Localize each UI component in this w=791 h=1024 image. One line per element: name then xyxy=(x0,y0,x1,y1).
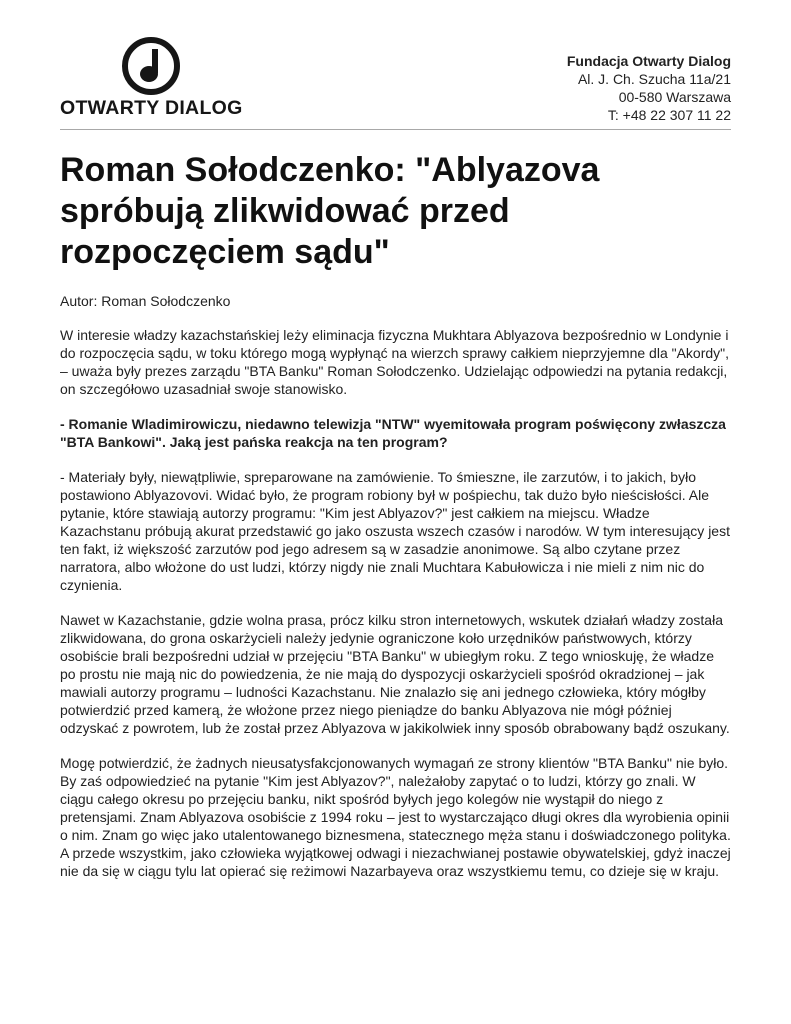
paragraph: Nawet w Kazachstanie, gdzie wolna prasa, prócz kilku stron internetowych, wskutek działań władzy została zlikwidowana, do grona oskarżycieli należy jedynie ograniczone koło urzędników państwowych, którzy osobiście brali bezpośredni udział w przejęciu "BTA Banku" w ubiegłym roku. Z tego wnioskuję, że władze po prostu nie mają nic do powiedzenia, że nie mają do dyspozycji oskarżycieli spośród okradzionej – jak mawiali autorzy programu – ludności Kazachstanu. Nie znalazło się ani jednego człowieka, który mógłby potwierdzić przed kamerą, że włożone przez niego pieniądze do banku Ablyazova nie mógł później odzyskać z powrotem, lub że został przez Ablyazova w jakikolwiek inny sposób obrabowany bądź oszukany. xyxy=(60,612,730,736)
paragraph-lead: W interesie władzy kazachstańskiej leży eliminacja fizyczna Mukhtara Ablyazova bezpośrednio w Londynie i do rozpoczęcia sądu, w toku którego mogą wypłynąć na wierzch sprawy całkiem nieprzyjemne dla "Akordy", – uważa były prezes zarządu "BTA Banku" Roman Sołodczenko. Udzielając odpowiedzi na pytania redakcji, on szczegółowo uzasadniał swoje stanowisko. xyxy=(60,327,730,397)
interview-question: - Romanie Wladimirowiczu, niedawno telewizja "NTW" wyemitowała program poświęcony zwłaszcza "BTA Bankowi". Jaką jest pańska reakcja na ten program? xyxy=(60,416,726,450)
music-note-logo-icon xyxy=(121,36,181,96)
address-city: 00-580 Warszawa xyxy=(618,89,731,105)
phone-number: T: +48 22 307 11 22 xyxy=(607,107,731,123)
organization-address xyxy=(567,52,731,124)
logo-text: OTWARTY DIALOG xyxy=(60,97,243,119)
article-title: Roman Sołodczenko: "Ablyazova spróbują zlikwidować przed rozpoczęciem sądu" xyxy=(60,151,600,271)
paragraph-answer: - Materiały były, niewątpliwie, spreparowane na zamówienie. To śmieszne, ile zarzutów, i to jakich, było postawiono Ablyazovovi. Widać było, że program robiony był w pośpiechu, tak dużo było nieścisłości. Ale pytanie, które stawiają autorzy programu: "Kim jest Ablyazov?" jest całkiem na miejscu. Władze Kazachstanu próbują akurat przedstawić go jako oszusta wszech czasów i narodów. W tym interesujący jest ten fakt, iż większość zarzutów pod jego adresem są w zasadzie anonimowe. Są albo czytane przez narratora, albo włożone do ust ludzi, którzy nigdy nie znali Muchtara Kabułowicza i nie mieli z nim nic do czynienia. xyxy=(60,469,730,593)
organization-name: Fundacja Otwarty Dialog xyxy=(566,53,731,69)
paragraph: Mogę potwierdzić, że żadnych nieusatysfakcjonowanych wymagań ze strony klientów "BTA Banku" nie było. By zaś odpowiedzieć na pytanie "Kim jest Ablyazov?", należałoby zapytać o to ludzi, którzy go znali. W ciągu całego okresu po przejęciu banku, nikt spośród byłych jego kolegów nie wystąpił do niego z pretensjami. Znam Ablyazova osobiście z 1994 roku – jest to wystarczająco długi okres dla wyrobienia opinii o nim. Znam go więc jako utalentowanego biznesmena, statecznego męża stanu i doświadczonego polityka. A przede wszystkim, jako człowieka wyjątkowej odwagi i niezachwianej postawie obywatelskiej, gdyż inaczej nie da się w ciągu tylu lat opierać się reżimowi Nazarbayeva oraz wszystkiemu temu, co dzieje się w kraju. xyxy=(60,755,731,879)
article-body xyxy=(60,326,732,897)
address-street: Al. J. Ch. Szucha 11a/21 xyxy=(577,71,731,87)
header-divider xyxy=(60,129,731,130)
article-author: Autor: Roman Sołodczenko xyxy=(60,293,231,309)
